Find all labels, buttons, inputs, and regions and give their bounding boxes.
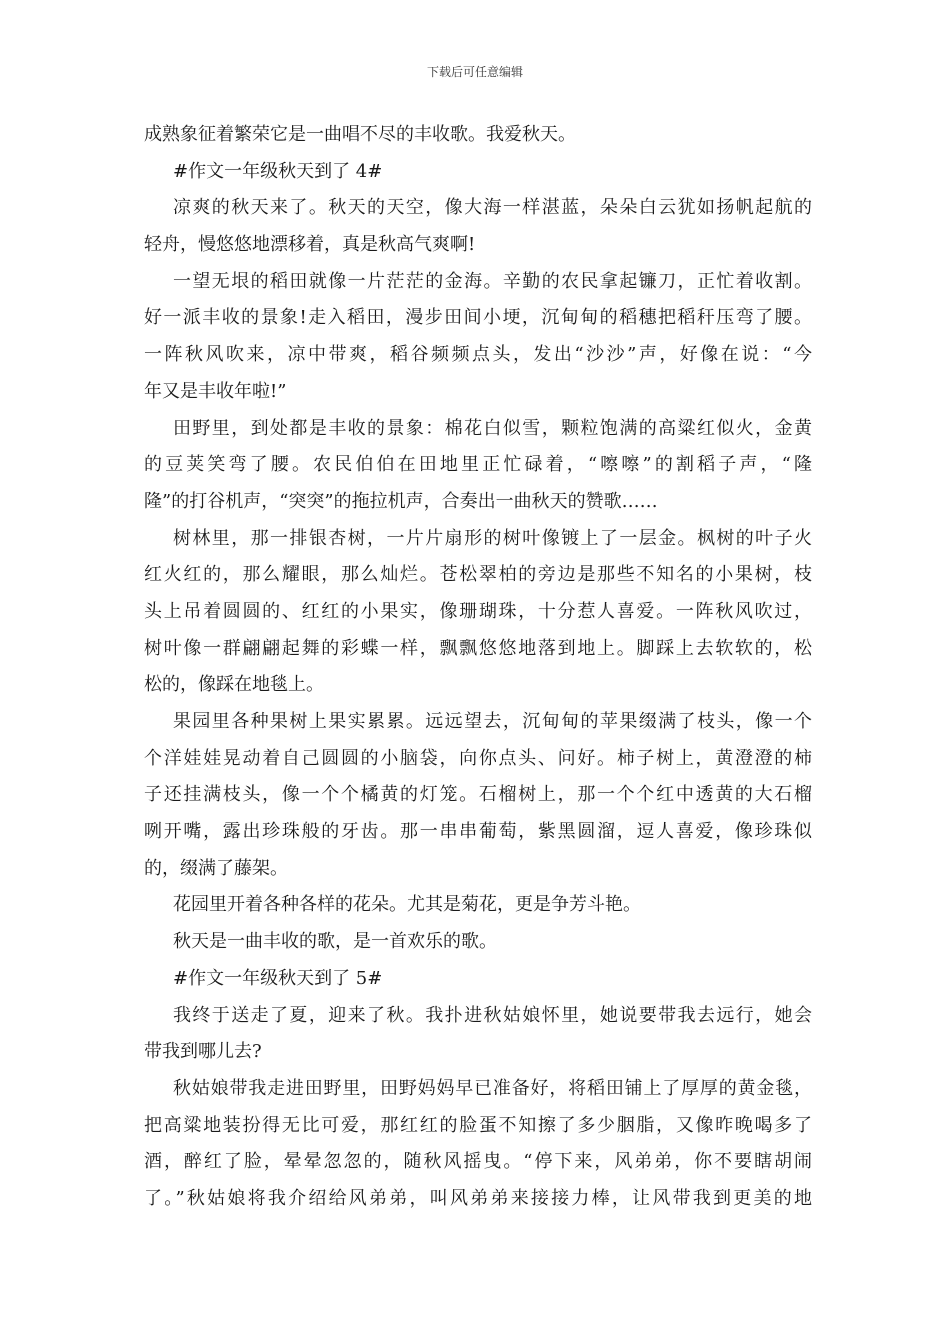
text-line: 的，缀满了藤架。	[144, 857, 288, 879]
text-line: 田野里，到处都是丰收的景象：棉花白似雪，颗粒饱满的高粱红似火，金黄	[173, 417, 812, 439]
text-line: 成熟象征着繁荣它是一曲唱不尽的丰收歌。我爱秋天。	[144, 124, 576, 145]
text-line: #作文一年级秋天到了 4#	[173, 160, 383, 182]
text-line: 酒，醉红了脸，晕晕忽忽的，随秋风摇曳。“停下来，风弟弟，你不要瞎胡闹	[144, 1151, 812, 1173]
text-line: 头上吊着圆圆的、红红的小果实，像珊瑚珠，十分惹人喜爱。一阵秋风吹过，	[144, 600, 812, 622]
text-line: 我终于送走了夏，迎来了秋。我扑进秋姑娘怀里，她说要带我去远行，她会	[173, 1004, 812, 1026]
text-line: 松的，像踩在地毯上。	[144, 674, 324, 696]
text-line: 花园里开着各种各样的花朵。尤其是菊花，更是争芳斗艳。	[173, 894, 641, 916]
text-line: 一望无垠的稻田就像一片茫茫的金海。辛勤的农民拿起镰刀，正忙着收割。	[173, 270, 812, 292]
text-line: 树叶像一群翩翩起舞的彩蝶一样，飘飘悠悠地落到地上。脚踩上去软软的，松	[144, 637, 812, 659]
text-line: 的豆荚笑弯了腰。农民伯伯在田地里正忙碌着，“嚓嚓”的割稻子声，“隆	[144, 454, 812, 476]
text-line: 把高粱地装扮得无比可爱，那红红的脸蛋不知擦了多少胭脂，又像昨晚喝多了	[144, 1114, 812, 1136]
text-line: 秋姑娘带我走进田野里，田野妈妈早已准备好，将稻田铺上了厚厚的黄金毯，	[173, 1077, 812, 1099]
text-line: 好一派丰收的景象!走入稻田，漫步田间小埂，沉甸甸的稻穗把稻秆压弯了腰。	[144, 307, 812, 329]
page-header: 下载后可任意编辑	[426, 65, 523, 79]
text-line: 子还挂满枝头，像一个个橘黄的灯笼。石榴树上，那一个个红中透黄的大石榴	[144, 784, 812, 806]
text-line: 隆”的打谷机声，“突突”的拖拉机声，合奏出一曲秋天的赞歌……	[144, 490, 658, 512]
text-line: 咧开嘴，露出珍珠般的牙齿。那一串串葡萄，紫黑圆溜，逗人喜爱，像珍珠似	[144, 821, 812, 843]
text-line: 个洋娃娃晃动着自己圆圆的小脑袋，向你点头、问好。柿子树上，黄澄澄的柿	[144, 747, 812, 769]
text-line: 了。”秋姑娘将我介绍给风弟弟，叫风弟弟来接接力棒，让风带我到更美的地	[144, 1187, 812, 1209]
text-line: 秋天是一曲丰收的歌，是一首欢乐的歌。	[173, 931, 497, 953]
text-line: 果园里各种果树上果实累累。远远望去，沉甸甸的苹果缀满了枝头，像一个	[173, 711, 812, 732]
text-line: 树林里，那一排银杏树，一片片扇形的树叶像镀上了一层金。枫树的叶子火	[173, 527, 812, 549]
text-line: 轻舟，慢悠悠地漂移着，真是秋高气爽啊!	[144, 234, 476, 256]
text-line: 凉爽的秋天来了。秋天的天空，像大海一样湛蓝，朵朵白云犹如扬帆起航的	[173, 197, 812, 219]
text-line: #作文一年级秋天到了 5#	[173, 967, 383, 989]
text-line: 年又是丰收年啦!”	[144, 380, 287, 402]
document-body	[144, 117, 812, 1218]
text-line: 红火红的，那么耀眼，那么灿烂。苍松翠柏的旁边是那些不知名的小果树，枝	[144, 564, 812, 586]
text-line: 带我到哪儿去?	[144, 1041, 262, 1063]
text-line: 一阵秋风吹来，凉中带爽，稻谷频频点头，发出“沙沙”声，好像在说：“今	[144, 344, 812, 366]
